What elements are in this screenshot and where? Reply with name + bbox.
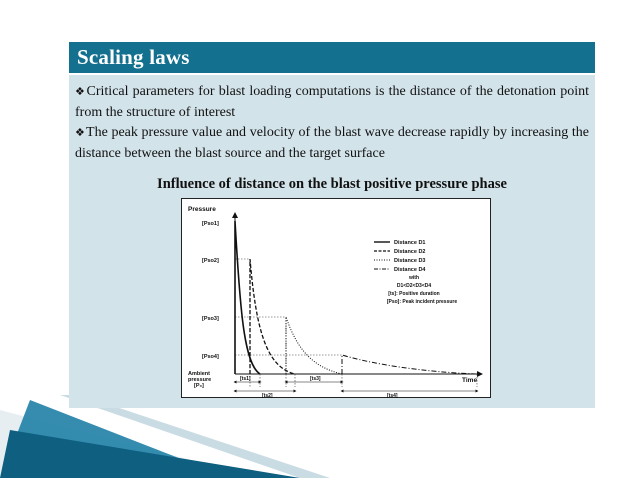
duration-label: [ts3] xyxy=(310,376,321,382)
bullet-text: Critical parameters for blast loading computations is the distance of the detonation point from the structure of interest xyxy=(75,84,589,120)
pressure-time-plot xyxy=(182,199,492,399)
legend-note: with xyxy=(409,275,419,281)
slide-title: Scaling laws xyxy=(77,45,190,69)
ambient-label: [P₀] xyxy=(194,383,204,389)
title-bar xyxy=(69,42,595,75)
duration-label: [ts1] xyxy=(240,376,251,382)
legend-entry: Distance D3 xyxy=(394,258,426,264)
legend-entry: Distance D4 xyxy=(394,267,426,273)
curve-distance-d1 xyxy=(235,221,260,374)
legend xyxy=(374,240,457,305)
peak-label: [Pso1] xyxy=(202,221,219,227)
bullet-list xyxy=(75,82,589,164)
ambient-label: pressure xyxy=(188,377,212,383)
figure-title: Influence of distance on the blast positive pressure phase xyxy=(157,176,507,192)
diamond-bullet-icon: ❖ xyxy=(75,126,86,139)
legend-note: [ts]: Positive duration xyxy=(388,291,440,297)
peak-label: [Pso4] xyxy=(202,354,219,360)
peak-label: [Pso3] xyxy=(202,316,219,322)
x-axis-label: Time xyxy=(462,377,478,384)
bullet-text: The peak pressure value and velocity of the blast wave decrease rapidly by increasing the distance between the blast source and the target surface xyxy=(75,125,589,161)
legend-entry: Distance D1 xyxy=(394,240,426,246)
pressure-time-figure xyxy=(181,198,491,398)
ambient-label: Ambient xyxy=(188,371,210,377)
y-axis-label: Pressure xyxy=(188,206,216,213)
curve-distance-d2 xyxy=(250,259,295,374)
legend-note: [Pso]: Peak incident pressure xyxy=(386,299,458,305)
legend-entry: Distance D2 xyxy=(394,249,426,255)
diamond-bullet-icon: ❖ xyxy=(75,85,86,98)
curve-distance-d3 xyxy=(286,317,342,374)
duration-label: [ts4] xyxy=(387,393,398,399)
duration-label: [ts2] xyxy=(262,393,273,399)
legend-note: D1<D2<D3<D4 xyxy=(396,283,432,289)
bullet-item xyxy=(75,82,589,123)
peak-label: [Pso2] xyxy=(202,258,219,264)
curve-distance-d4 xyxy=(342,355,477,374)
bullet-item xyxy=(75,123,589,164)
